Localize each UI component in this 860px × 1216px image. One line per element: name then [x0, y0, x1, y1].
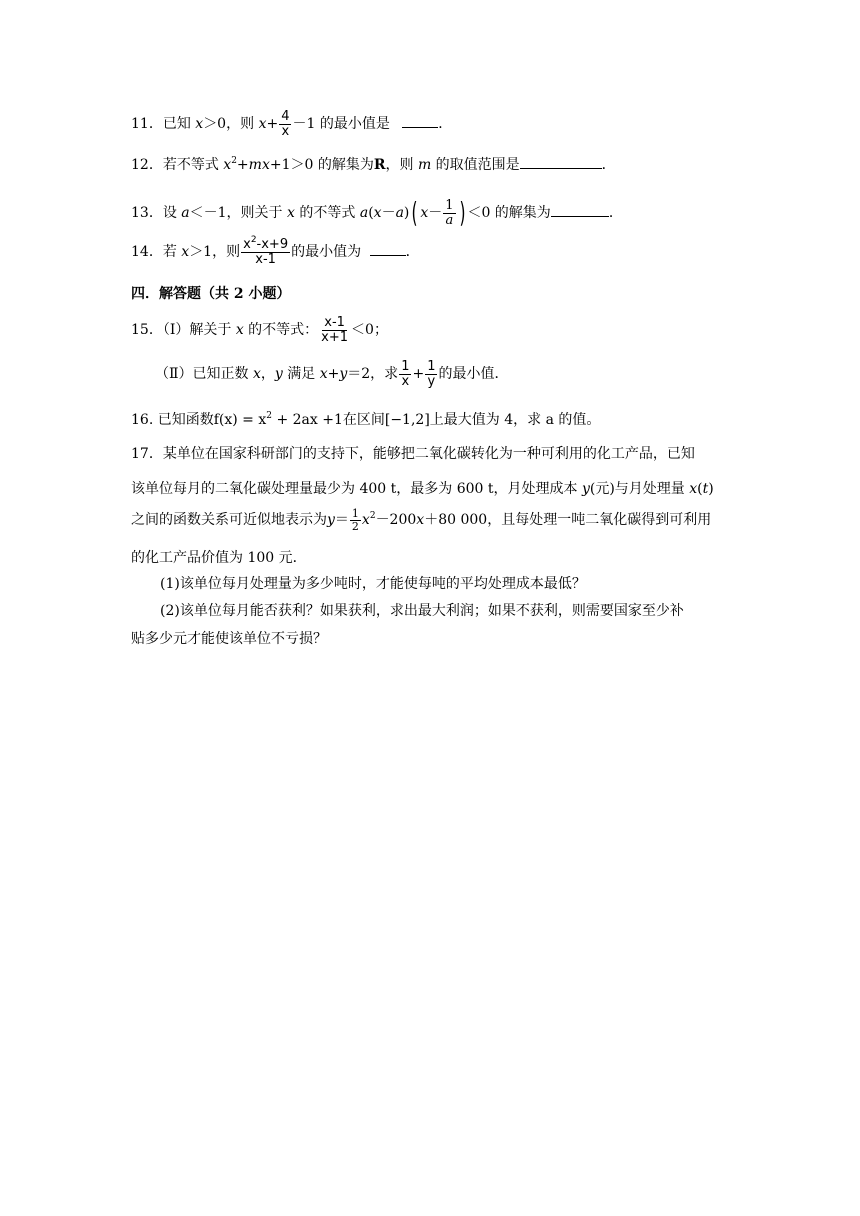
- question-17-line-2: 该单位每月的二氧化碳处理量最少为 400 t，最多为 600 t，月处理成本 y(元)与月处理量 x(t): [131, 481, 714, 497]
- question-15-part-1: 15．（Ⅰ）解关于 x 的不等式： $\frac{x-1}{x+1}$ ＜0；: [131, 315, 388, 345]
- answer-blank[interactable]: [551, 204, 609, 217]
- question-17-part-2-line-2: 贴多少元才能使该单位不亏损？: [131, 631, 327, 647]
- question-17-line-1: 17．某单位在国家科研部门的支持下，能够把二氧化碳转化为一种可利用的化工产品，已知: [131, 446, 695, 462]
- question-13: 13．设 a＜－1，则关于 x 的不等式 a(x－a) ( x － $\frac{1}{a}$ ) ＜0 的解集为 ．: [131, 196, 623, 230]
- question-14: 14．若 x＞1，则 $\frac{x^2-x+9}{x-1}$ 的最小值为 ．: [131, 235, 420, 267]
- fraction: $\frac{1}{x}$: [401, 359, 410, 389]
- question-15-part-2: （Ⅱ）已知正数 x，y 满足 x+y＝2，求 $\frac{1}{x}$ + $\frac{1}{y}$ 的最小值．: [155, 359, 509, 389]
- fraction: $\frac{4}{x}$: [281, 109, 290, 139]
- section-heading: 四．解答题（共 2 小题）: [131, 286, 291, 302]
- question-16: 16. 已知函数$f(x) = x^2 + 2ax +1$在区间[−1,2]上最大值为 4，求 a 的值。: [131, 411, 601, 428]
- question-17-part-1: (1)该单位每月处理量为多少吨时，才能使每吨的平均处理成本最低？: [160, 576, 586, 592]
- question-17-line-3: 之间的函数关系可近似地表示为y＝ $\frac{1}{2}$ $x^2-200x+80$ 000，且每处理一吨二氧化碳得到可利用: [131, 507, 712, 533]
- question-12: 12．若不等式 $x^2+mx+1>0$ 的解集为R，则 m 的取值范围是 ．: [131, 156, 616, 173]
- answer-blank[interactable]: [402, 115, 438, 128]
- question-number: 15．: [131, 322, 163, 339]
- answer-blank[interactable]: [370, 243, 406, 256]
- fraction: $\frac{1}{a}$: [445, 198, 454, 228]
- question-11: 11．已知 x＞0，则 x+ $\frac{4}{x}$ －1 的最小值是 ．: [131, 109, 453, 139]
- question-17-part-2-line-1: (2)该单位每月能否获利？如果获利，求出最大利润；如果不获利，则需要国家至少补: [160, 603, 684, 619]
- question-17-line-4: 的化工产品价值为 100 元．: [131, 550, 307, 566]
- question-number: 11．: [131, 116, 163, 133]
- question-number: 14．: [131, 244, 163, 261]
- fraction: $\frac{1}{2}$: [351, 507, 359, 533]
- question-number: 12．: [131, 157, 163, 173]
- question-number: 17．: [131, 446, 163, 462]
- fraction: $\frac{1}{y}$: [427, 359, 436, 389]
- question-number: 16.: [131, 412, 154, 428]
- fraction: $\frac{x^2-x+9}{x-1}$: [243, 235, 289, 267]
- fraction: $\frac{x-1}{x+1}$: [321, 315, 349, 345]
- question-number: 13．: [131, 205, 163, 222]
- answer-blank[interactable]: [520, 156, 602, 169]
- bracketed-expression: ( x － $\frac{1}{a}$ ): [411, 196, 465, 230]
